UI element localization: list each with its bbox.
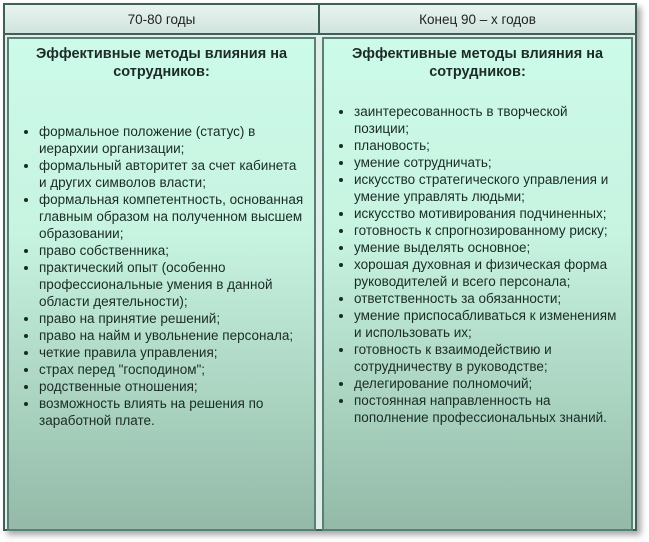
list-item: • готовность к взаимодействию и сотрудничеству в руководстве; [354,341,623,375]
list-item: • право собственника; [39,242,306,259]
list-item: • четкие правила управления; [39,344,306,361]
list-item: • ответственность за обязанности; [354,290,623,307]
list-item: • практический опыт (особенно профессиональные умения в данной области деятельности); [39,259,306,310]
list-item: • возможность влиять на решения по заработной плате. [39,395,306,429]
column-70-80 [7,37,316,531]
list-item: • искусство стратегического управления и умение управлять людьми; [354,171,623,205]
list-item: • заинтересованность в творческой позиции; [354,103,623,137]
list-item: • готовность к спрогнозированному риску; [354,222,623,239]
list-item: • плановость; [354,137,623,154]
list-item: • право на принятие решений; [39,310,306,327]
column-title: Эффективные методы влияния на сотрудников: [351,46,604,80]
list-item: • делегирование полномочий; [354,375,623,392]
list-item: • страх перед "господином"; [39,361,306,378]
list-item: • умение сотрудничать; [354,154,623,171]
table-header-row [5,5,635,35]
list-item: • родственные отношения; [39,378,306,395]
list-item: • умение приспосабливаться к изменениям и использовать их; [354,307,623,341]
list-item: • формальный авторитет за счет кабинета и других символов власти; [39,157,306,191]
list-item: • формальное положение (статус) в иерархии организации; [39,123,306,157]
methods-list-70-80 [9,123,314,429]
list-item: • право на найм и увольнение персонала; [39,327,306,344]
header-70-80: 70-80 годы [5,5,320,33]
header-late-90s: Конец 90 – х годов [320,5,635,33]
list-item: • умение выделять основное; [354,239,623,256]
list-item: • формальная компетентность, основанная главным образом на полученном высшем образовании; [39,191,306,242]
comparison-table [3,3,637,531]
list-item: • постоянная направленность на пополнение профессиональных знаний. [354,392,623,426]
column-title: Эффективные методы влияния на сотрудников: [35,46,288,80]
table-body-row [5,35,635,529]
list-item: • искусство мотивирования подчиненных; [354,205,623,222]
column-late-90s [322,37,633,531]
methods-list-late-90s [324,103,631,426]
list-item: • хорошая духовная и физическая форма руководителей и всего персонала; [354,256,623,290]
